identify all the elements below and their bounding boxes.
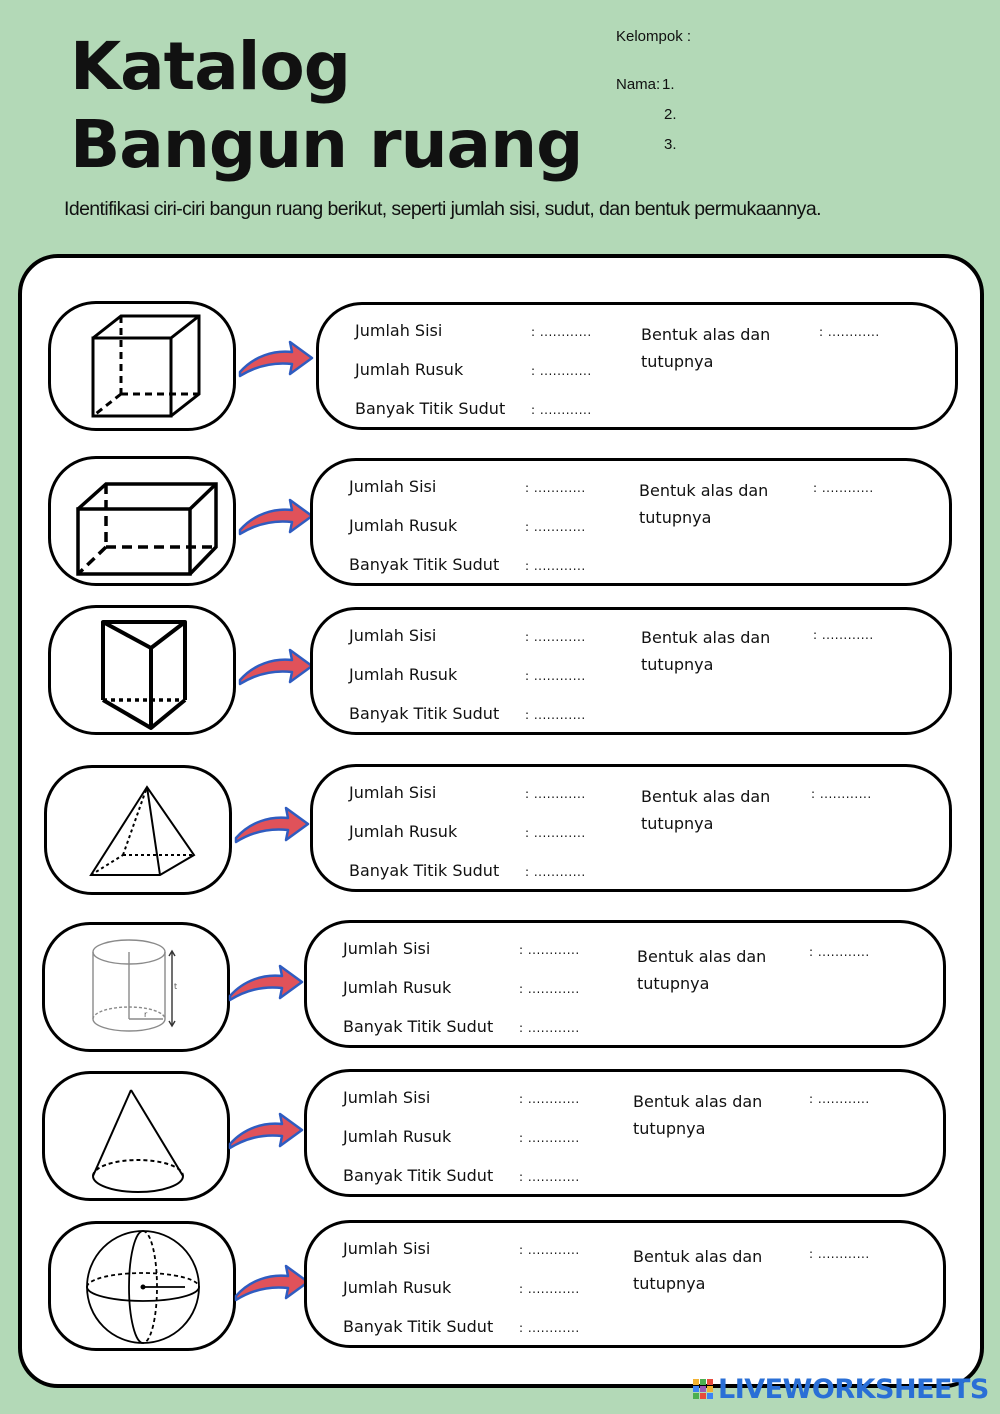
label-bentuk-alas: Bentuk alas dan tutupnya (633, 1247, 763, 1293)
label-titik-sudut: Banyak Titik Sudut (349, 555, 500, 574)
label-jumlah-sisi: Jumlah Sisi (343, 939, 431, 958)
answer-blank-titik[interactable]: : ............ (519, 1021, 580, 1035)
answer-blank-bentuk[interactable]: : ............ (811, 787, 872, 801)
label-jumlah-rusuk: Jumlah Rusuk (349, 516, 458, 535)
label-jumlah-rusuk: Jumlah Rusuk (355, 360, 464, 379)
label-titik-sudut: Banyak Titik Sudut (349, 704, 500, 723)
answer-blank-rusuk[interactable]: : ............ (525, 826, 586, 840)
info-box-cube (316, 302, 958, 430)
answer-blank-rusuk[interactable]: : ............ (519, 1282, 580, 1296)
arrow-icon (236, 334, 316, 382)
answer-blank-sisi[interactable]: : ............ (525, 787, 586, 801)
cylinder-radius-label: r (144, 1010, 148, 1019)
cylinder-height-label: t (174, 982, 178, 991)
label-bentuk-alas: Bentuk alas dan tutupnya (633, 1092, 763, 1138)
info-box-cone (304, 1069, 946, 1197)
label-jumlah-sisi: Jumlah Sisi (343, 1088, 431, 1107)
shape-frame-cube (48, 301, 236, 431)
name-number-2: 2. (664, 106, 677, 123)
pyramid-icon (47, 768, 228, 891)
arrow-icon (232, 800, 312, 848)
cone-icon (45, 1074, 226, 1197)
answer-blank-rusuk[interactable]: : ............ (525, 520, 586, 534)
answer-blank-bentuk[interactable]: : ............ (813, 628, 874, 642)
answer-blank-titik[interactable]: : ............ (531, 403, 592, 417)
answer-blank-rusuk[interactable]: : ............ (531, 364, 592, 378)
shape-frame-prism (48, 605, 236, 735)
answer-blank-bentuk[interactable]: : ............ (809, 1247, 870, 1261)
shape-frame-sphere (48, 1221, 236, 1351)
label-titik-sudut: Banyak Titik Sudut (343, 1166, 494, 1185)
answer-blank-sisi[interactable]: : ............ (531, 325, 592, 339)
label-bentuk-alas: Bentuk alas dan tutupnya (641, 628, 771, 674)
label-bentuk-alas: Bentuk alas dan tutupnya (641, 325, 771, 371)
label-titik-sudut: Banyak Titik Sudut (355, 399, 506, 418)
arrow-icon (226, 958, 306, 1006)
label-titik-sudut: Banyak Titik Sudut (349, 861, 500, 880)
label-jumlah-sisi: Jumlah Sisi (349, 626, 437, 645)
answer-blank-sisi[interactable]: : ............ (525, 630, 586, 644)
label-bentuk-alas: Bentuk alas dan tutupnya (637, 947, 767, 993)
arrow-icon (232, 1258, 312, 1306)
liveworksheets-logo-icon (692, 1378, 714, 1400)
info-box-sphere (304, 1220, 946, 1348)
answer-blank-rusuk[interactable]: : ............ (525, 669, 586, 683)
answer-blank-bentuk[interactable]: : ............ (809, 945, 870, 959)
label-jumlah-sisi: Jumlah Sisi (355, 321, 443, 340)
shape-frame-pyramid (44, 765, 232, 895)
answer-blank-titik[interactable]: : ............ (525, 708, 586, 722)
instruction-text: Identifikasi ciri-ciri bangun ruang berikut, seperti jumlah sisi, sudut, dan bentuk permukaannya. (64, 198, 821, 220)
label-jumlah-rusuk: Jumlah Rusuk (349, 822, 458, 841)
cylinder-icon (45, 925, 226, 1048)
answer-blank-rusuk[interactable]: : ............ (519, 982, 580, 996)
shape-frame-cylinder (42, 922, 230, 1052)
label-jumlah-sisi: Jumlah Sisi (349, 477, 437, 496)
info-box-cylinder (304, 920, 946, 1048)
label-jumlah-rusuk: Jumlah Rusuk (343, 1127, 452, 1146)
name-label: Nama: (616, 76, 661, 93)
answer-blank-titik[interactable]: : ............ (525, 559, 586, 573)
answer-blank-sisi[interactable]: : ............ (519, 1243, 580, 1257)
cuboid-icon (51, 459, 232, 582)
answer-blank-sisi[interactable]: : ............ (519, 943, 580, 957)
logo-text: LIVEWORKSHEETS (718, 1374, 989, 1405)
sphere-icon (51, 1224, 232, 1347)
answer-blank-titik[interactable]: : ............ (519, 1170, 580, 1184)
answer-blank-sisi[interactable]: : ............ (525, 481, 586, 495)
label-titik-sudut: Banyak Titik Sudut (343, 1017, 494, 1036)
label-bentuk-alas: Bentuk alas dan tutupnya (641, 787, 771, 833)
label-bentuk-alas: Bentuk alas dan tutupnya (639, 481, 769, 527)
info-box-prism (310, 607, 952, 735)
arrow-icon (236, 642, 316, 690)
label-jumlah-rusuk: Jumlah Rusuk (349, 665, 458, 684)
label-jumlah-rusuk: Jumlah Rusuk (343, 978, 452, 997)
arrow-icon (226, 1106, 306, 1154)
name-number-3: 3. (664, 136, 677, 153)
group-label: Kelompok : (616, 28, 692, 45)
name-number-1: 1. (662, 76, 675, 93)
arrow-icon (236, 492, 316, 540)
label-titik-sudut: Banyak Titik Sudut (343, 1317, 494, 1336)
shape-frame-cuboid (48, 456, 236, 586)
triangular-prism-icon (51, 608, 232, 731)
label-jumlah-sisi: Jumlah Sisi (343, 1239, 431, 1258)
title-line-2: Bangun ruang (70, 106, 583, 183)
answer-blank-titik[interactable]: : ............ (525, 865, 586, 879)
cube-icon (51, 304, 232, 427)
answer-blank-titik[interactable]: : ............ (519, 1321, 580, 1335)
label-jumlah-rusuk: Jumlah Rusuk (343, 1278, 452, 1297)
shape-frame-cone (42, 1071, 230, 1201)
answer-blank-bentuk[interactable]: : ............ (813, 481, 874, 495)
answer-blank-rusuk[interactable]: : ............ (519, 1131, 580, 1145)
worksheet-title (70, 28, 582, 184)
liveworksheets-logo (692, 1374, 989, 1405)
answer-blank-sisi[interactable]: : ............ (519, 1092, 580, 1106)
label-jumlah-sisi: Jumlah Sisi (349, 783, 437, 802)
title-line-1: Katalog (70, 28, 350, 105)
info-box-pyramid (310, 764, 952, 892)
answer-blank-bentuk[interactable]: : ............ (819, 325, 880, 339)
info-box-cuboid (310, 458, 952, 586)
answer-blank-bentuk[interactable]: : ............ (809, 1092, 870, 1106)
